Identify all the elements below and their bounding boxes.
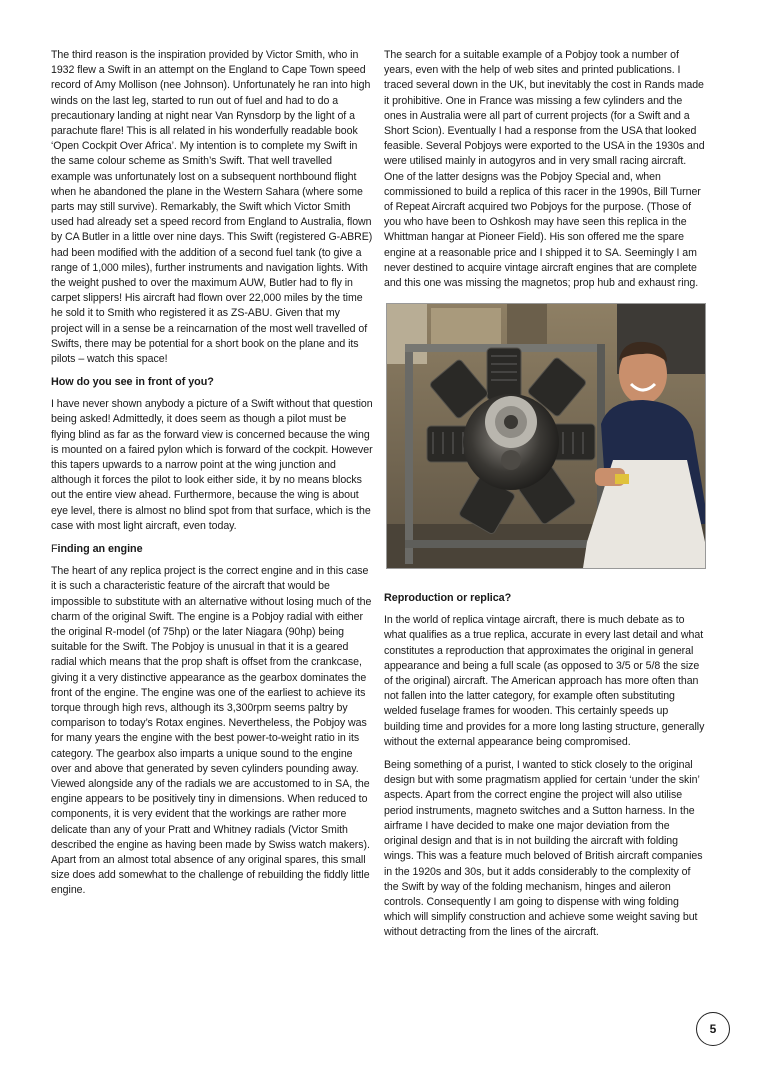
heading-first-letter: F — [51, 543, 58, 556]
heading-reproduction-replica: Reproduction or replica? — [384, 592, 512, 605]
left-column — [51, 48, 373, 907]
heading-finding-engine — [51, 542, 373, 557]
paragraph-replica-debate: In the world of replica vintage aircraft, there is much debate as to what qualifies as a true replica, accurate in every last detail and what constitutes a reproduction that approximates the original in general appearance and being a full scale (as opposed to 3/5 or 5/8 the size of the original) aircraft. The American approach has more often than not fallen into the latter category, for example often substituting welded fuselage frames for wooden. This certainly speeds up building time and provides for a more long lasting structure, generally without the external appearance being compromised. — [384, 614, 705, 748]
paragraph-engine: The heart of any replica project is the correct engine and in this case it is such a characteristic feature of the aircraft that would be impossible to substitute with an alternative without losing much of the charm of the original Swift. The engine is a Pobjoy radial with either the original R-model (of 75hp) or the later Niagara (90hp) being suitable for the Swift. The Pobjoy is unusual in that it is a geared radial which means that the prop shaft is offset from the crankcase, giving it a very distinctive appearance as the gearbox dominates the front of the engine. The engine was one of the earliest to achieve its torque through high revs, although its 3,300rpm seems paltry by comparison to today’s Rotax engines. Nevertheless, the Pobjoy was for many years the engine with the best power-to-weight ratio in its category. The gearbox also imparts a unique sound to the engine over and above that generated by seven cylinders pounding away. Viewed alongside any of the radials we are accustomed to in SA, the engine appears to be positively tiny in dimensions. When reduced to components, it is very evident that the workings are rather more delicate than any of your Pratt and Whitney radials (Victor Smith described the engine as having been made by Swiss watch makers). Apart from an almost total absence of any original spares, this small size does add somewhat to the challenge of rebuilding the fiddly little engine. — [51, 565, 372, 897]
page-number: 5 — [696, 1012, 730, 1046]
heading-rest: inding an engine — [57, 543, 143, 556]
paragraph-pobjoy-search: The search for a suitable example of a Pobjoy took a number of years, even with the help of web sites and printed publications. I traced several down in the UK, but inevitably the cost in Rands made it prohibitive. One in France was missing a few cylinders and the ones in Australia were all part of current projects (for a Swift and a Short Scion). Eventually I had a response from the USA that looked feasible. Several Pobjoys were exported to the USA in the 1930s and were utilised mainly in autogyros and in very small racing aircraft. One of the latter designs was the Pobjoy Special and, when commissioned to build a replica of this racer in the 1990s, Bill Turner of Repeat Aircraft acquired two Pobjoys for the purpose. (Those of you who have been to Oshkosh may have seen this replica in the Whittman hangar at Pioneer Field). His son offered me the spare engine at a reasonable price and I shipped it to SA. Seemingly I am never destined to acquire vintage aircraft engines that are complete and this one was missing the magnetos; prop hub and exhaust ring. — [384, 49, 705, 290]
engine-photo-illustration — [387, 304, 705, 568]
paragraph-victor-smith: The third reason is the inspiration provided by Victor Smith, who in 1932 flew a Swift in an attempt on the England to Cape Town speed record of Amy Mollison (nee Johnson). Unfortunately he ran into high winds on the last leg, started to run out of fuel and had to do a precautionary landing at night near Van Rynsdorp by the light of a parachute flare! This is all related in his wonderfully readable book ‘Open Cockpit Over Africa’. My intention is to complete my Swift in the same colour scheme as Smith’s Swift. That well travelled example was unfortunately lost on a subsequent northbound flight when he abandoned the plane in the Western Sahara (where some parts may still survive). Remarkably, the Swift which Victor Smith used had already set a speed record from England to Australia, flown by CA Butler in a little over nine days. This Swift (registered G-ABRE) had been modified with the addition of a second fuel tank (to give a range of 1,000 miles), further instruments and navigation lights. With the weight pushed to over the maximum AUW, Butler had to fly in carpet slippers! His aircraft had flown over 22,000 miles by the time he sold it to Smith who registered it as ZS-ABU. Given that my project will in a sense be a reincarnation of the most well travelled of Swifts, there may be potential for a short book on the plane and its pilots – watch this space! — [51, 49, 373, 366]
engine-photo — [386, 303, 706, 569]
paragraph-forward-view: I have never shown anybody a picture of a Swift without that question being asked! Admittedly, it does seem as though a pilot must be flying blind as far as the forward view is concerned because the wing is mounted on a faired pylon which is forward of the cockpit. However this tapers upwards to a narrow point at the wing junction and although it forces the pilot to look either side, it by no means blocks out the entire view ahead. Furthermore, because the wing is about eye level, there is almost no blind spot from that surface, which is the case with most light aircraft, even today. — [51, 398, 373, 532]
right-column — [384, 48, 706, 949]
heading-forward-view: How do you see in front of you? — [51, 376, 214, 389]
paragraph-purist: Being something of a purist, I wanted to stick closely to the original design but with some pragmatism applied for certain ‘under the skin’ aspects. Apart from the correct engine the project will also utilise period instruments, magneto switches and a Sutton harness. In the airframe I have decided to make one major deviation from the original design and that is in not building the aircraft with folding wings. This was a feature much beloved of British aircraft companies in the 1920s and 30s, but it adds considerably to the complexity of the Swift by way of the folding mechanism, hinges and aileron controls. Consequently I am going to dispense with wing folding which will simplify construction and achieve some weight saving but without detracting from the lines of the aircraft. — [384, 759, 703, 939]
